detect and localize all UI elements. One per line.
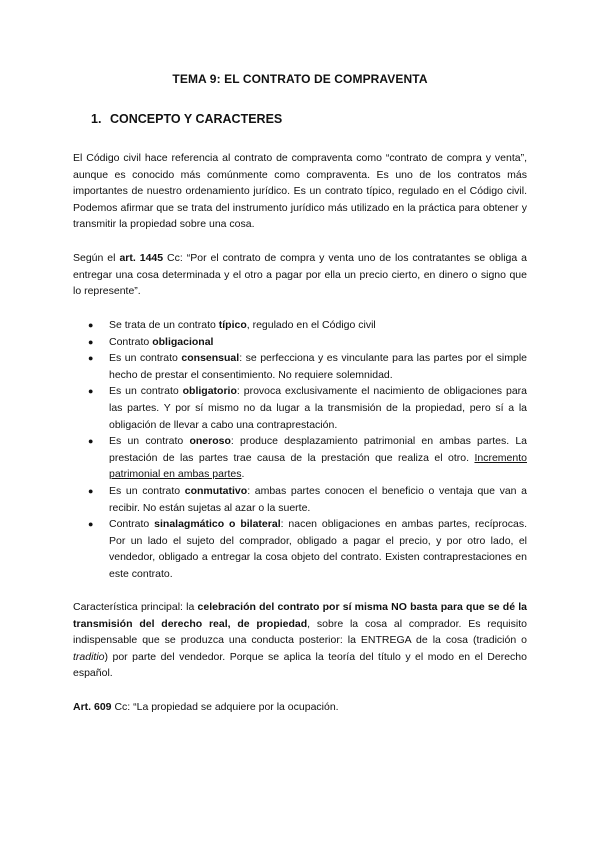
- list-item: ● Es un contrato conmutativo: ambas partes conocen el beneficio o ventaja que van a recibir. No están sujetas al azar o la suerte.: [88, 484, 527, 514]
- characteristics-list: [73, 317, 527, 583]
- term-bold: sinalagmático o bilateral: [154, 518, 281, 531]
- list-item: ● Se trata de un contrato típico, regulado en el Código civil: [73, 317, 527, 334]
- section-title: CONCEPTO Y CARACTERES: [110, 112, 283, 126]
- bullet-icon: ●: [88, 336, 94, 347]
- list-item: ● Es un contrato consensual: se perfecciona y es vinculante para las partes por el simple hecho de prestar el consentimiento. No requiere solemnidad.: [88, 352, 528, 381]
- section-number: 1.: [91, 112, 102, 126]
- key-statement-bold: celebración del contrato por sí misma NO basta para que se dé la transmisión del derecho real, de propiedad: [73, 601, 527, 630]
- bullet-icon: ●: [88, 320, 94, 330]
- term-bold: obligacional: [152, 335, 214, 348]
- term-bold: obligatorio: [182, 385, 237, 398]
- term-bold: oneroso: [189, 435, 231, 448]
- article-ref-1445: art. 1445: [119, 252, 164, 264]
- term-bold: típico: [218, 319, 247, 331]
- bullet-icon: ●: [88, 485, 94, 496]
- p2-quote: Cc: “Por el contrato de compra y venta uno de los contratantes se obliga a entregar una cosa determinada y el otro a pagar por ella un precio cierto, en dinero o signo que lo represente”.: [73, 252, 527, 298]
- paragraph-article-1445: [73, 250, 527, 300]
- list-item: ● Es un contrato obligatorio: provoca exclusivamente el nacimiento de obligaciones para las partes. Y por sí mismo no da lugar a la transmisión de la propiedad, pero sí a la obligación de llevar a cabo una contraprestación.: [88, 385, 527, 431]
- list-item: ● Contrato obligacional: [73, 334, 527, 351]
- bullet-icon: ●: [88, 519, 94, 530]
- document-title: TEMA 9: EL CONTRATO DE COMPRAVENTA: [172, 72, 428, 86]
- bullet-icon: ●: [88, 386, 94, 397]
- paragraph-article-609: Art. 609 Cc: “La propiedad se adquiere por la ocupación.: [73, 701, 339, 713]
- paragraph-main-characteristic: Característica principal: la celebración del contrato por sí misma NO basta para que se dé la transmisión del derecho real, de propiedad, sobre la cosa al comprador. Es requisito indispensable que se produzca una conducta posterior: la ENTREGA de la cosa (tradición o traditio) por parte del vendedor. Porque se aplica la teoría del título y el modo en el Derecho español.: [73, 601, 527, 680]
- bullet-icon: ●: [88, 436, 94, 447]
- traditio-italic: traditio: [73, 650, 105, 663]
- article-ref-609: Art. 609: [73, 701, 112, 713]
- p2-pre: Según el: [73, 252, 120, 264]
- underlined-text: Incremento patrimonial en ambas partes: [109, 451, 527, 481]
- term-bold: consensual: [181, 352, 240, 365]
- section-heading: [91, 112, 282, 126]
- paragraph-intro: El Código civil hace referencia al contrato de compraventa como “contrato de compra y venta”, aunque es conocido más comúnmente como compraventa. Es uno de los contratos más importantes de nuestro ordenamiento jurídico. Es un contrato típico, regulado en el Código civil. Podemos afirmar que se trata del instrumento jurídico más utilizado en la práctica para obtener y transmitir la propiedad sobre una cosa.: [73, 152, 527, 231]
- term-bold: conmutativo: [184, 484, 248, 497]
- list-item: ● Contrato sinalagmático o bilateral: nacen obligaciones en ambas partes, recíprocas. Por un lado el sujeto del comprador, obligado a pagar el precio, y por otro lado, el vendedor, obligado a entregar la cosa objeto del contrato. Existen contraprestaciones en este contrato.: [88, 518, 527, 580]
- list-item: ● Es un contrato oneroso: produce desplazamiento patrimonial en ambas partes. La prestación de las partes trae causa de la prestación que realiza el otro. Incremento patrimonial en ambas partes.: [88, 435, 527, 481]
- bullet-icon: ●: [88, 353, 94, 364]
